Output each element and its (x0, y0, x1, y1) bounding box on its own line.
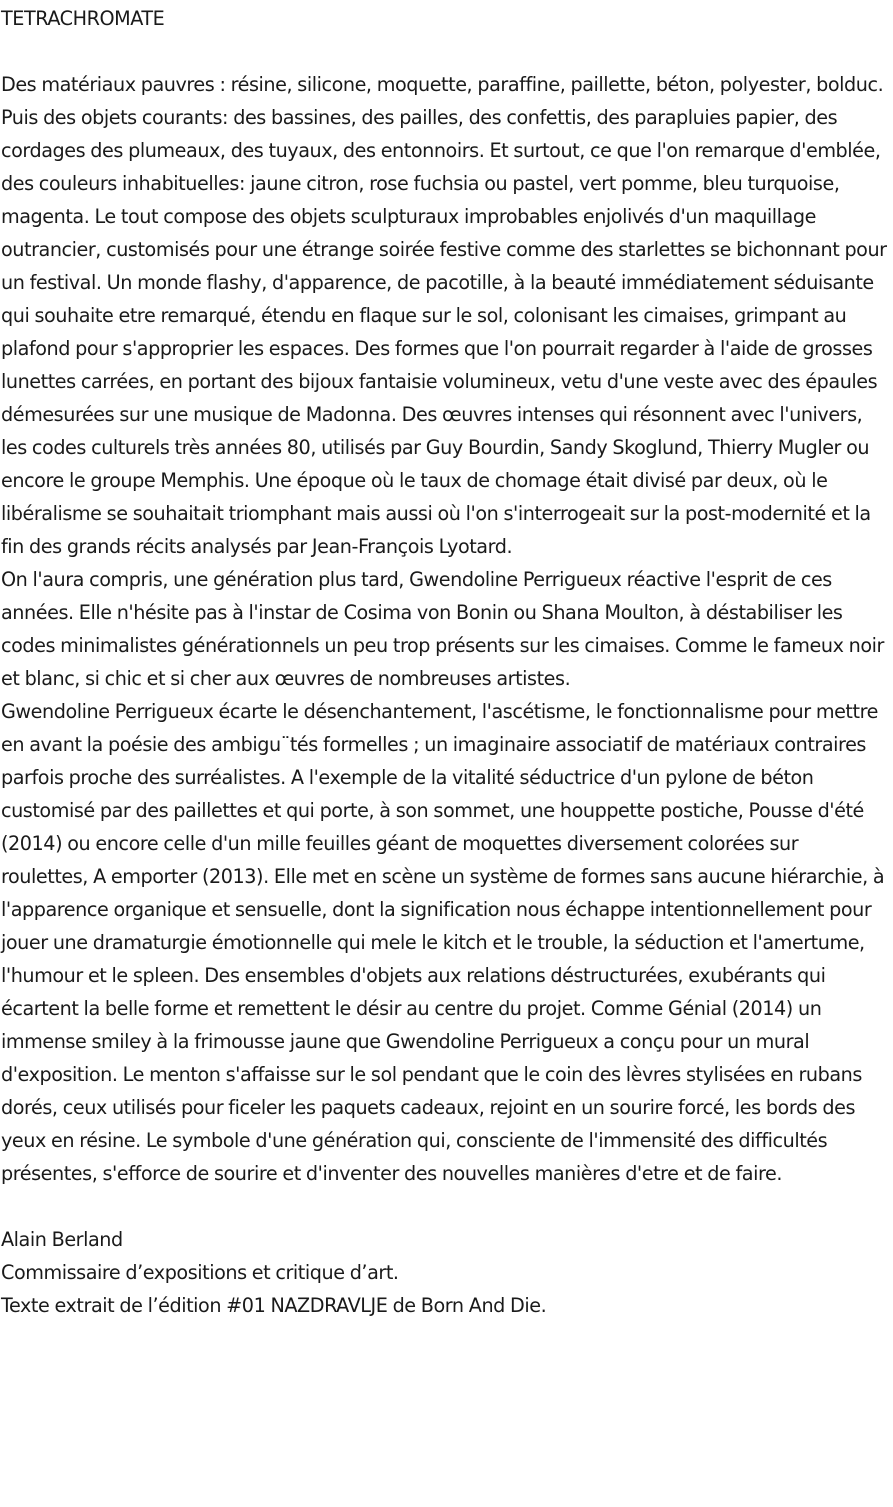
document-title: TETRACHROMATE (1, 7, 165, 30)
author-role: Commissaire d’expositions et critique d’art. (1, 1261, 399, 1284)
paragraph-analysis: Gwendoline Perrigueux écarte le désenchantement, l'ascétisme, le fonctionnalisme pour mettre en avant la poésie des ambigu¨tés formelles ; un imaginaire associatif de matériaux contraires parfois proche des surréalistes. A l'exemple de la vitalité séductrice d'un pylone de béton customisé par des paillettes et qui porte, à son sommet, une houppette postiche, Pousse d'été (2014) ou encore celle d'un mille feuilles géant de moquettes diversement colorées sur roulettes, A emporter (2013). Elle met en scène un système de formes sans aucune hiérarchie, à l'apparence organique et sensuelle, dont la signification nous échappe intentionnellement pour jouer une dramaturgie émotionnelle qui mele le kitch et le trouble, la séduction et l'amertume, l'humour et le spleen. Des ensembles d'objets aux relations déstructurées, exubérants qui écartent la belle forme et remettent le désir au centre du projet. Comme Génial (2014) un immense smiley à la frimousse jaune que Gwendoline Perrigueux a conçu pour un mural d'exposition. Le menton s'affaisse sur le sol pendant que le coin des lèvres stylisées en rubans dorés, ceux utilisés pour ficeler les paquets cadeaux, rejoint en un sourire forcé, les bords des yeux en résine. Le symbole d'une génération qui, consciente de l'immensité des difficultés présentes, s'efforce de sourire et d'inventer des nouvelles manières d'etre et de faire. (1, 700, 885, 1185)
paragraph-generation: On l'aura compris, une génération plus tard, Gwendoline Perrigueux réactive l'esprit de ces années. Elle n'hésite pas à l'instar de Cosima von Bonin ou Shana Moulton, à déstabiliser les codes minimalistes générationnels un peu trop présents sur les cimaises. Comme le fameux noir et blanc, si chic et si cher aux œuvres de nombreuses artistes. (1, 568, 884, 690)
text-source: Texte extrait de l’édition #01 NAZDRAVLJE de Born And Die. (1, 1294, 547, 1317)
author-name: Alain Berland (1, 1228, 123, 1251)
signature-block (1, 1223, 887, 1322)
paragraph-intro: Des matériaux pauvres : résine, silicone, moquette, paraffine, paillette, béton, polyester, bolduc. Puis des objets courants: des bassines, des pailles, des confettis, des parapluies papier, des cordages des plumeaux, des tuyaux, des entonnoirs. Et surtout, ce que l'on remarque d'emblée, des couleurs inhabituelles: jaune citron, rose fuchsia ou pastel, vert pomme, bleu turquoise, magenta. Le tout compose des objets sculpturaux improbables enjolivés d'un maquillage outrancier, customisés pour une étrange soirée festive comme des starlettes se bichonnant pour un festival. Un monde flashy, d'apparence, de pacotille, à la beauté immédiatement séduisante qui souhaite etre remarqué, étendu en flaque sur le sol, colonisant les cimaises, grimpant au plafond pour s'approprier les espaces. Des formes que l'on pourrait regarder à l'aide de grosses lunettes carrées, en portant des bijoux fantaisie volumineux, vetu d'une veste avec des épaules démesurées sur une musique de Madonna. Des œuvres intenses qui résonnent avec l'univers, les codes culturels très années 80, utilisés par Guy Bourdin, Sandy Skoglund, Thierry Mugler ou encore le groupe Memphis. Une époque où le taux de chomage était divisé par deux, où le libéralisme se souhaitait triomphant mais aussi où l'on s'interrogeait sur la post-modernité et la fin des grands récits analysés par Jean-François Lyotard. (1, 73, 887, 558)
title-spacer (1, 35, 887, 68)
